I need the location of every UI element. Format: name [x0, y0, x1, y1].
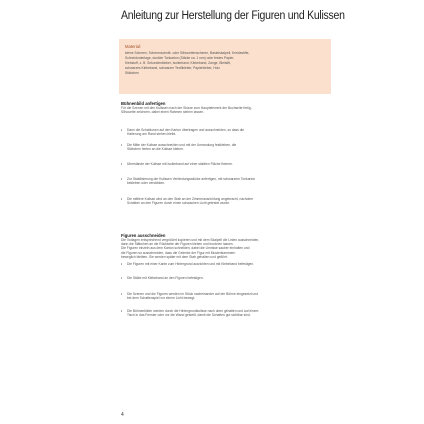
list-item: • Zur Stabilisierung der Kulissen Verbindungsstücke anfertigen, mit schwarzem Tonkarton bekleben oder verstärken. [121, 177, 256, 186]
section-intro-line: dann die Stäbchen an die Rückseite der Figuren kleben und trocknen lassen. [121, 242, 234, 247]
document-title: Anleitung zur Herstellung der Figuren und Kulissen [121, 8, 345, 22]
materials-label: Material: [125, 44, 142, 49]
list-item: • Die mittlere Kulisse wird an den Stab an der Zimmerausrichtung angebracht, nachdem Schatten an den Figuren durch einen schwachen Licht getestet wurde. [121, 197, 254, 206]
list-item: • Die Mitte der Kulisse ausschneiden und mit der Umrandung festkleben, die Stäbchen hinten an die Kulisse kleben. [121, 143, 237, 152]
materials-line: Stäbchen [125, 71, 139, 75]
section-figuren [121, 233, 333, 259]
section-intro-line: Die Vorlagen entsprechend vergrößert kopieren und mit dem Skalpell die Linien ausschneiden, [121, 238, 260, 242]
section-buehnenbild [121, 101, 333, 114]
list-item: • Überstände der Kulisse mit Isolierband auf einer stabilen Fläche fixieren. [121, 162, 233, 166]
materials-line: schwarzes Klebeband, schwarzer Textilkleber, Papierkleber, Holz [125, 66, 220, 70]
section-intro-line: Silhouette zeichnen, dabei einen Rahmen stehen lassen. [121, 110, 205, 115]
materials-box [119, 39, 331, 94]
page-number: 4 [121, 412, 124, 418]
section-intro-line: beweglich bleiben. Sie werden später mit dem Stab gehalten und geführt. [121, 254, 229, 259]
materials-line: Klebstoff, z. B. Sekundenkleber, Isolierband, Klebeband, Zange, Bleistift, [125, 61, 231, 65]
section-heading: Figuren ausschneiden [121, 233, 166, 238]
list-item: • Dann die Schablonen auf den Karton übertragen und ausschneiden, so dass die Halterung am Rand stehen bleibt. [121, 128, 245, 137]
list-item: • Die Stäbe mit Klebeband an den Figuren befestigen. [121, 276, 204, 280]
list-item: • Die Figuren mit einer Kante zum Hintergrund ausrichten und mit Klebeband befestigen. [121, 262, 255, 266]
list-item: • Die Bühnenbilder werden durch die Hintergrundkulisse nach oben gehalten und auf einem Tisch in das Fenster oder vor die Wand gestellt, damit die Schatten gut sichtbar sind. [121, 309, 259, 318]
section-intro-line: die Figuren so ausschneiden, dass die Gelenke der Figur mit Musterklammern [121, 250, 236, 255]
section-intro-line: Für die Szenen mit den Kulissen nach der Skizze zum Hauptelement der Buchseite fertig, [121, 106, 252, 110]
materials-line: kleine Scheren, Scherenschnitt- oder Silhouettenscheren, Bastelskalpell, Kreidestifte, [125, 51, 250, 55]
list-item: • Die Szenen und die Figuren werden im Stück nacheinander auf der Bühne eingesetzt und bei dem Schattenspiel vor einem Licht bewegt. [121, 292, 259, 301]
materials-line: Schneidunterlage, dunkler Tonkarton (Stärke ca. 1 mm) oder festes Papier, [125, 56, 235, 60]
section-heading: Bühnenbild anfertigen [121, 101, 166, 106]
section-intro-line: Die Figuren einzeln aus dem Karton schneiden, dabei die Umrisse sauber einhalten und [121, 246, 250, 251]
